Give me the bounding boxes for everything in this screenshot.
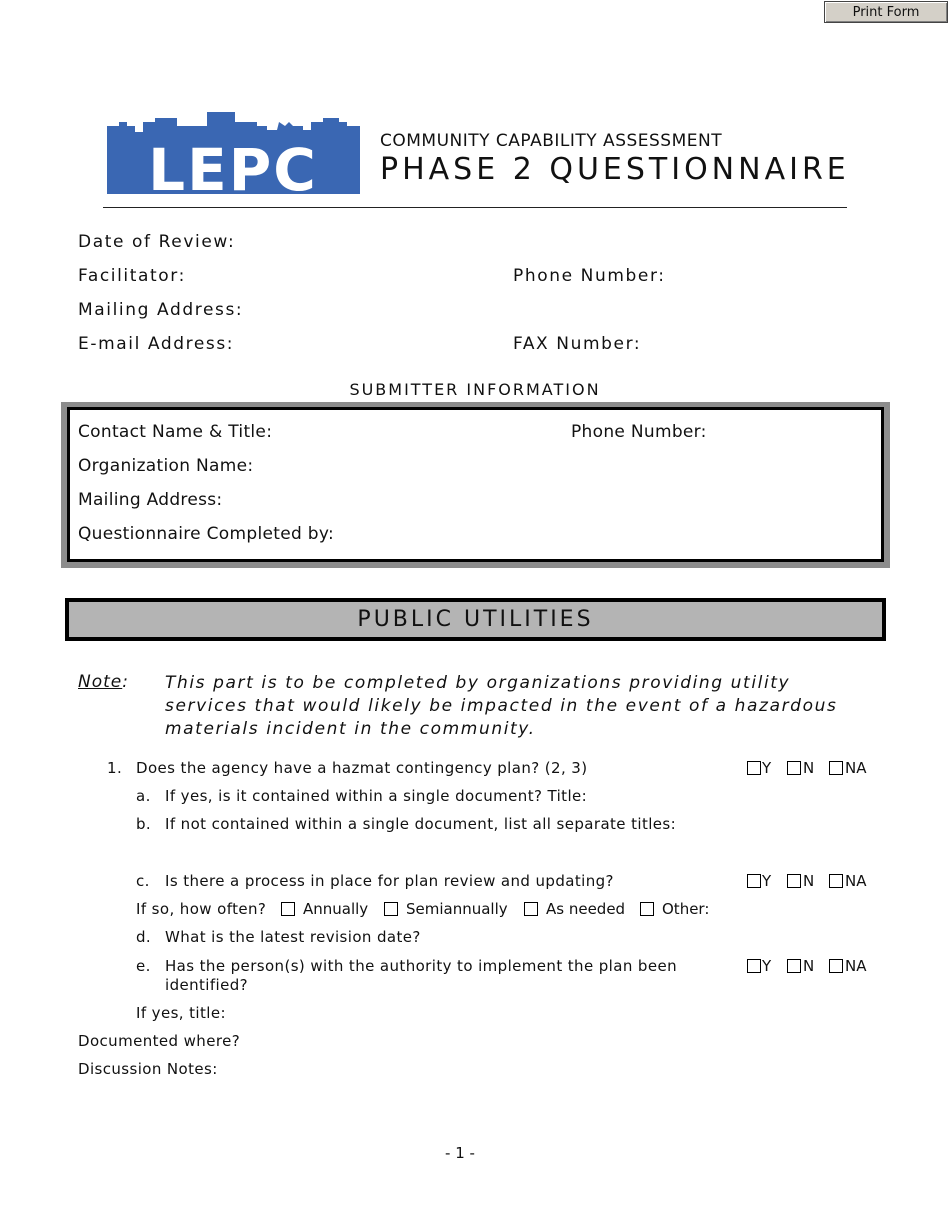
qd-text[interactable]: What is the latest revision date? xyxy=(165,928,421,946)
discussion-notes-field[interactable]: Discussion Notes: xyxy=(78,1060,218,1078)
facilitator-field[interactable]: Facilitator: xyxy=(78,266,186,286)
q1-na-label: NA xyxy=(845,759,867,777)
completed-by-field[interactable]: Questionnaire Completed by: xyxy=(78,524,334,544)
submitter-heading: SUBMITTER INFORMATION xyxy=(349,380,601,399)
lepc-logo xyxy=(107,112,360,194)
annually-checkbox[interactable] xyxy=(281,902,295,916)
note-label: Note: xyxy=(78,672,129,692)
organization-name-field[interactable]: Organization Name: xyxy=(78,456,254,476)
semiannually-label: Semiannually xyxy=(406,900,508,918)
qe-yes-label: Y xyxy=(762,957,772,975)
qc-text: Is there a process in place for plan review and updating? xyxy=(165,872,614,890)
documented-where-field[interactable]: Documented where? xyxy=(78,1032,241,1050)
date-of-review-field[interactable]: Date of Review: xyxy=(78,232,236,252)
submitter-phone-field[interactable]: Phone Number: xyxy=(571,422,707,442)
section-title: PUBLIC UTILITIES xyxy=(65,598,886,641)
qe-yes-checkbox[interactable] xyxy=(747,959,761,973)
qb-number: b. xyxy=(136,815,152,833)
qc-yes-label: Y xyxy=(762,872,772,890)
header-subtitle: COMMUNITY CAPABILITY ASSESSMENT xyxy=(380,131,723,151)
qc-yes-checkbox[interactable] xyxy=(747,874,761,888)
semiannually-checkbox[interactable] xyxy=(384,902,398,916)
contact-name-field[interactable]: Contact Name & Title: xyxy=(78,422,273,442)
q1-yes-checkbox[interactable] xyxy=(747,761,761,775)
qc-no-label: N xyxy=(803,872,815,890)
qc-no-checkbox[interactable] xyxy=(787,874,801,888)
logo-text: LEPC xyxy=(148,136,318,194)
page-title: PHASE 2 QUESTIONNAIRE xyxy=(380,152,850,187)
email-address-field[interactable]: E-mail Address: xyxy=(78,334,235,354)
q1-no-label: N xyxy=(803,759,815,777)
qc-na-checkbox[interactable] xyxy=(829,874,843,888)
other-label[interactable]: Other: xyxy=(662,900,710,918)
q1-yes-label: Y xyxy=(762,759,772,777)
q1-text: Does the agency have a hazmat contingency plan? (2, 3) xyxy=(136,759,588,777)
submitter-mailing-address-field[interactable]: Mailing Address: xyxy=(78,490,223,510)
qe-na-label: NA xyxy=(845,957,867,975)
print-form-button[interactable]: Print Form xyxy=(824,1,948,23)
fax-number-field[interactable]: FAX Number: xyxy=(513,334,642,354)
note-text: This part is to be completed by organizations providing utility services that would likely be impacted in the event of a hazardous materials incident in the community. xyxy=(165,673,838,739)
qe-na-checkbox[interactable] xyxy=(829,959,843,973)
qe-number: e. xyxy=(136,957,151,975)
mailing-address-field[interactable]: Mailing Address: xyxy=(78,300,244,320)
page-number: - 1 - xyxy=(445,1144,475,1162)
as-needed-checkbox[interactable] xyxy=(524,902,538,916)
annually-label: Annually xyxy=(303,900,369,918)
q1-number: 1. xyxy=(107,759,123,777)
qc-na-label: NA xyxy=(845,872,867,890)
phone-number-field[interactable]: Phone Number: xyxy=(513,266,666,286)
q1-na-checkbox[interactable] xyxy=(829,761,843,775)
qa-number: a. xyxy=(136,787,151,805)
other-checkbox[interactable] xyxy=(640,902,654,916)
qe-no-label: N xyxy=(803,957,815,975)
qe-text: Has the person(s) with the authority to implement the plan been identified? xyxy=(165,957,677,994)
qe-no-checkbox[interactable] xyxy=(787,959,801,973)
qb-text[interactable]: If not contained within a single document, list all separate titles: xyxy=(165,815,677,833)
qa-text[interactable]: If yes, is it contained within a single document? Title: xyxy=(165,787,588,805)
qd-number: d. xyxy=(136,928,152,946)
header-divider xyxy=(103,207,847,208)
how-often-label: If so, how often? xyxy=(136,900,267,918)
as-needed-label: As needed xyxy=(546,900,626,918)
qc-number: c. xyxy=(136,872,150,890)
if-yes-title-field[interactable]: If yes, title: xyxy=(136,1004,226,1022)
q1-no-checkbox[interactable] xyxy=(787,761,801,775)
